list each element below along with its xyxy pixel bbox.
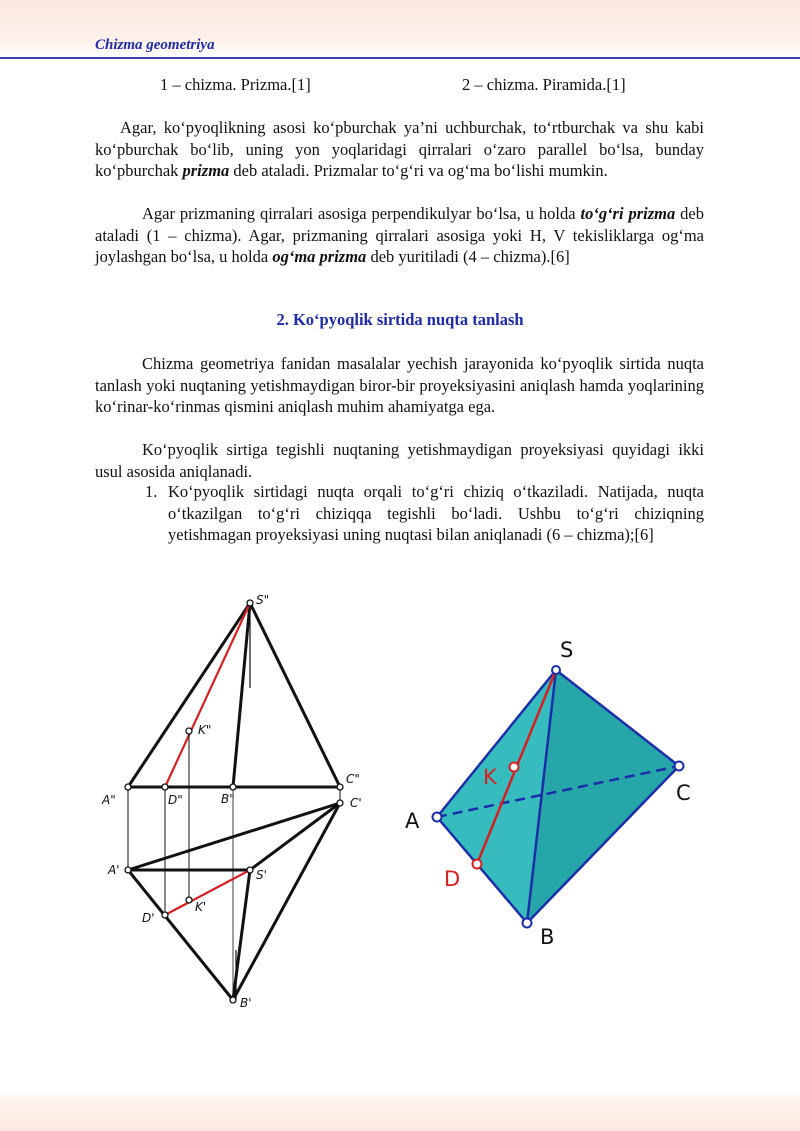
point-s2: [247, 600, 253, 606]
red-line-s2-d2: [165, 603, 250, 787]
point-d: [473, 860, 482, 869]
label-s: S: [560, 638, 574, 662]
label-k1: K': [195, 900, 207, 914]
list-text: Ko‘pyoqlik sirtidagi nuqta orqali to‘g‘ri chiziq o‘tkaziladi. Natijada, nuqta o‘tkazilgan to‘g‘ri chiziqqa tegishli bo‘ladi. Ushbu to‘g‘ri chiziqning yetishmagan proyeksiyasi uning nuqtasi bilan aniqlanadi (6 – chizma);[6]: [168, 482, 704, 544]
point-c2: [337, 784, 343, 790]
point-k: [510, 763, 519, 772]
paragraph-2: Agar prizmaning qirralari asosiga perpendikulyar bo‘lsa, u holda to‘g‘ri prizma deb ataladi (1 – chizma). Agar, prizmaning qirralari asosiga yoki H, V tekisliklarga og‘ma joylashgan bo‘lsa, u holda og‘ma prizma deb yuritiladi (4 – chizma).[6]: [95, 204, 704, 266]
label-d1: D': [142, 911, 155, 925]
point-b1: [230, 997, 236, 1003]
point-s1: [247, 867, 253, 873]
label-d2: D": [168, 793, 183, 807]
label-c1: C': [350, 796, 362, 810]
figure-pyramid-3d: [405, 638, 691, 949]
point-a: [433, 813, 442, 822]
section-heading: 2. Ko‘pyoqlik sirtida nuqta tanlash: [276, 310, 524, 329]
point-b2: [230, 784, 236, 790]
label-s1: S': [256, 868, 267, 882]
point-c: [675, 762, 684, 771]
point-a2: [125, 784, 131, 790]
label-s2: S": [256, 593, 270, 607]
running-header: Chizma geometriya: [95, 37, 215, 53]
label-a: A: [405, 809, 420, 833]
paragraph-3: Chizma geometriya fanidan masalalar yechish jarayonida ko‘pyoqlik sirtida nuqta tanlash yoki nuqtaning yetishmaydigan biror-bir proyeksiyasini aniqlash hamda yoqlarining ko‘rinar-ko‘rinmas qismini aniqlash muhim ahamiyatga ega.: [95, 354, 704, 416]
edge-s2-b2: [233, 603, 250, 787]
list-number: 1.: [145, 482, 158, 501]
label-a2: A": [102, 793, 116, 807]
paragraph-4: Ko‘pyoqlik sirtiga tegishli nuqtaning yetishmaydigan proyeksiyasi quyidagi ikki usul asosida aniqlanadi.: [95, 440, 704, 481]
label-c2: C": [346, 772, 360, 786]
point-c1: [337, 800, 343, 806]
label-b1: B': [240, 996, 252, 1010]
label-b2: B": [221, 792, 235, 806]
point-b: [523, 919, 532, 928]
figure-6-projections: [101, 593, 362, 1010]
paragraph-1: Agar, ko‘pyoqlikning asosi ko‘pburchak ya’ni uchburchak, to‘rtburchak va shu kabi ko‘pburchak bo‘lib, uning yon yoqlaridagi qirralari o‘zaro parallel bo‘lsa, bunday ko‘pburchak prizma deb ataladi. Prizmalar to‘g‘ri va og‘ma bo‘lishi mumkin.: [95, 118, 704, 180]
caption-figure-1: 1 – chizma. Prizma.[1]: [160, 75, 311, 94]
edge-a1-b1: [128, 870, 233, 1000]
red-line-s1-d1: [165, 870, 250, 915]
point-a1: [125, 867, 131, 873]
label-b: B: [540, 925, 555, 949]
term-ogma-prizma: og‘ma prizma: [272, 247, 367, 266]
label-k: K: [483, 765, 497, 789]
term-prizma: prizma: [182, 161, 230, 180]
label-c: C: [676, 781, 691, 805]
edge-s2-c2: [250, 603, 340, 787]
caption-figure-2: 2 – chizma. Piramida.[1]: [462, 75, 626, 94]
point-d2: [162, 784, 168, 790]
label-a1: A': [108, 863, 120, 877]
point-d1: [162, 912, 168, 918]
point-k2: [186, 728, 192, 734]
label-k2: K": [198, 723, 212, 737]
label-d: D: [444, 867, 461, 891]
term-togri-prizma: to‘g‘ri prizma: [580, 204, 676, 223]
point-s: [552, 666, 560, 674]
edge-s1-c1: [250, 803, 340, 870]
point-k1: [186, 897, 192, 903]
edge-s1-b1: [233, 870, 250, 1000]
footer-band: [0, 1089, 800, 1131]
